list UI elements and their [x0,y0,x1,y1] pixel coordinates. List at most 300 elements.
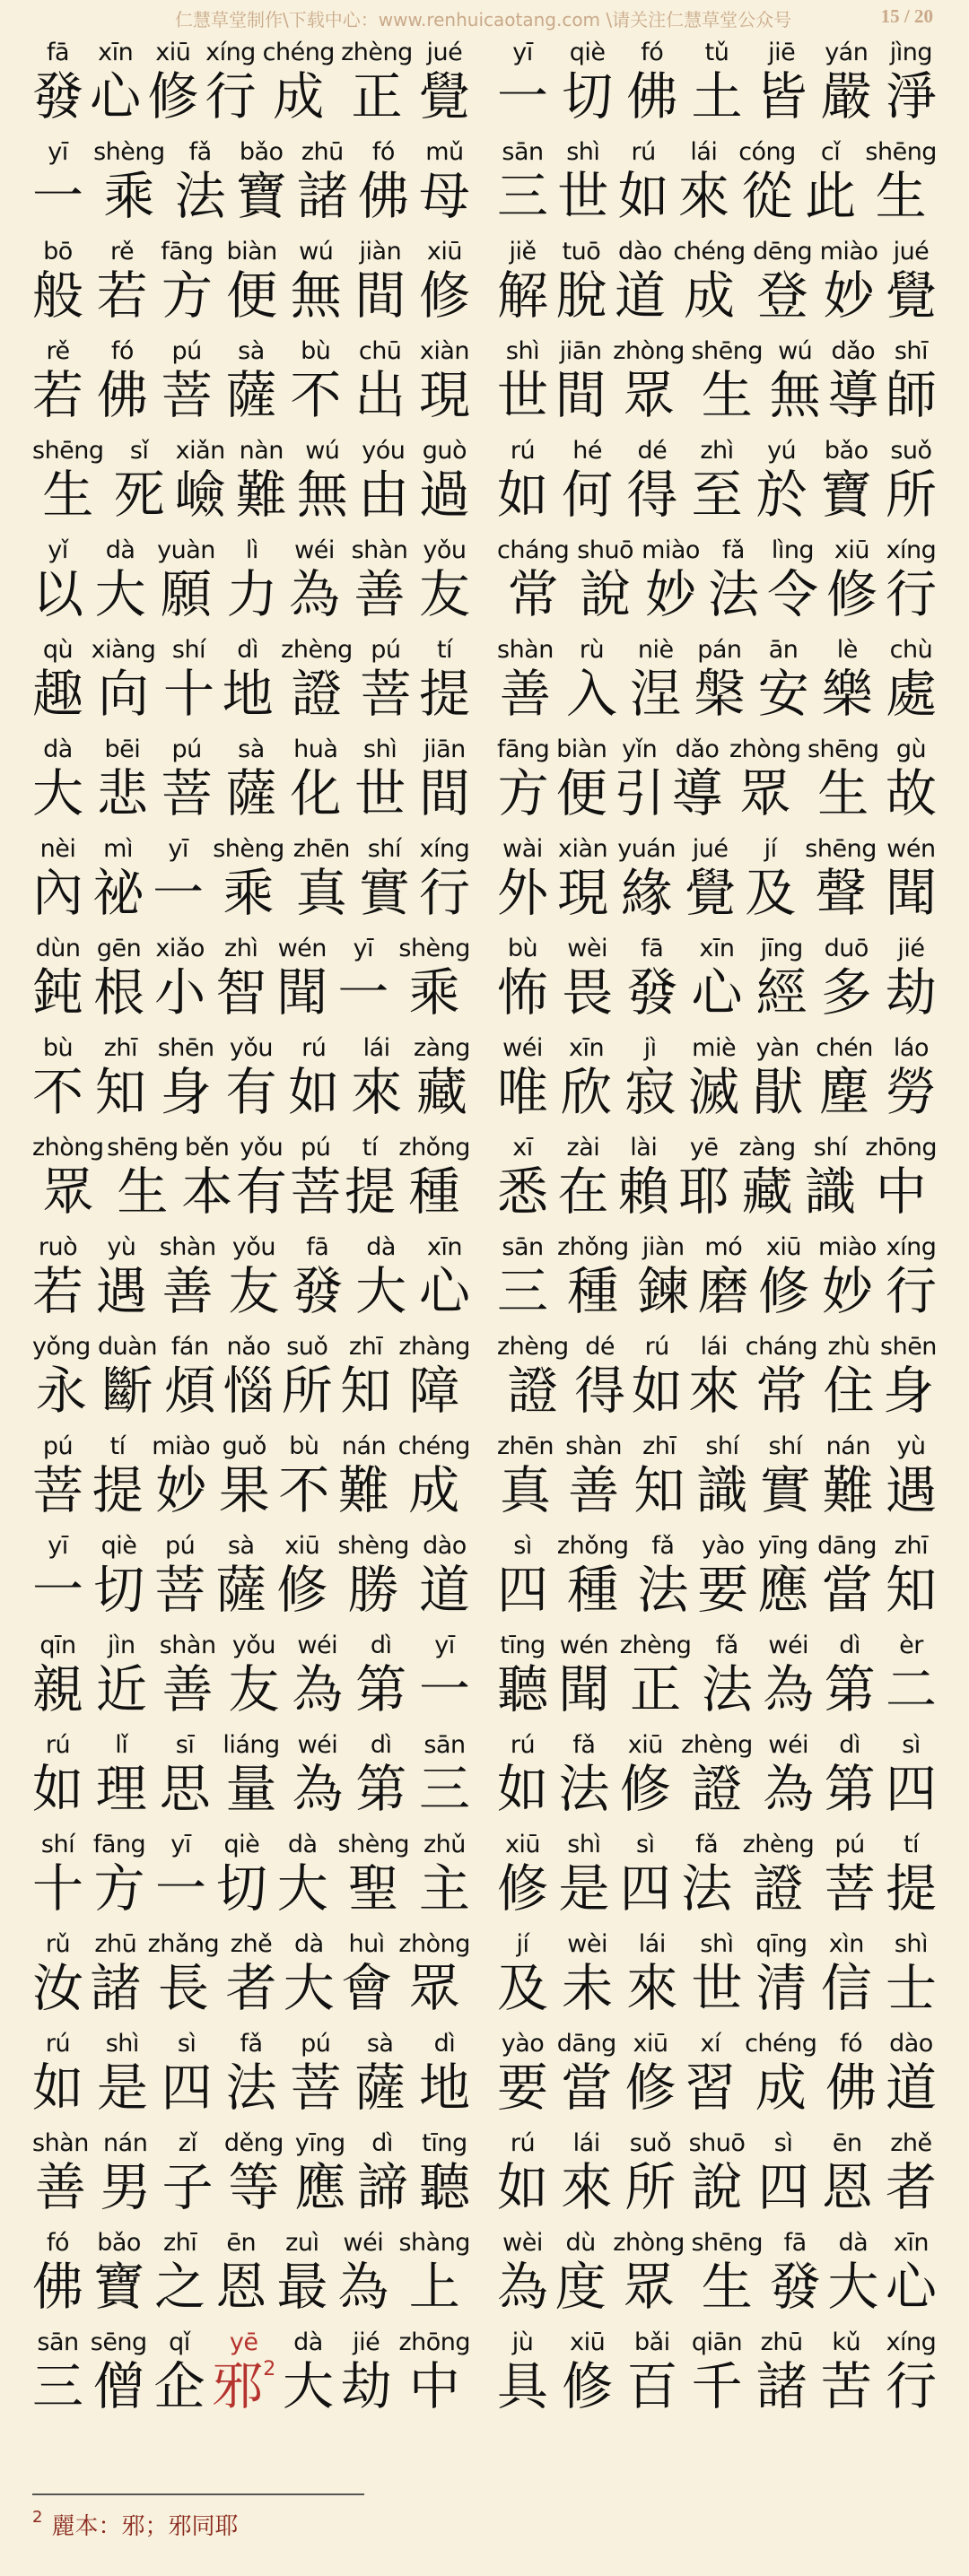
hanzi: 長 [157,1959,209,2018]
hanzi: 是 [96,2058,148,2118]
pinyin: sān [502,1233,544,1261]
character-cell [691,336,763,436]
character-cell [691,2328,742,2427]
verse-row [0,336,969,436]
hanzi: 安 [757,665,809,724]
hanzi: 祕 [92,864,144,923]
character-cell [212,2328,275,2427]
pinyin: shàn [565,1432,623,1460]
character-cell [497,1033,548,1133]
pinyin: fó [371,138,395,166]
character-cell [163,635,214,735]
pinyin: guò [422,437,467,465]
character-cell [345,1133,396,1232]
hanzi: 入 [566,665,618,724]
verse-row [0,1332,969,1432]
pinyin: sì [773,2129,793,2157]
hanzi: 難 [822,1461,874,1520]
character-cell [153,2328,205,2427]
pinyin: xiū [426,238,463,265]
character-cell [691,1929,742,2029]
verse-line-left [32,635,470,735]
character-cell [297,137,348,237]
hanzi: 悲 [96,764,148,823]
hanzi: 磨 [697,1262,749,1321]
hanzi: 何 [562,466,614,525]
pinyin: yǒu [231,1632,275,1659]
pinyin: rǔ [45,1930,71,1958]
hanzi: 如 [497,2158,548,2217]
character-cell [817,1531,877,1631]
pinyin: shì [105,2030,139,2058]
pinyin: shí [40,1831,75,1858]
character-cell [818,1232,877,1332]
character-cell [557,2029,616,2128]
hanzi: 妙 [155,1461,207,1520]
pinyin: dà [293,1930,324,1958]
verse-line-right [497,2228,937,2328]
verse-row [0,1133,969,1232]
hanzi: 如 [32,1760,83,1819]
verse-row [0,1730,969,1830]
pinyin: fāng [161,238,214,265]
character-cell [827,336,878,436]
hanzi: 十 [32,1859,83,1919]
hanzi: 涅 [630,665,682,724]
hanzi: 企 [153,2357,205,2416]
hanzi: 世 [497,366,548,425]
hanzi: 道 [885,2058,937,2118]
hanzi: 永 [35,1362,87,1421]
pinyin: dì [839,1632,860,1659]
verse-line-left [32,1929,470,2029]
character-cell [32,2128,89,2228]
hanzi: 願 [161,565,212,624]
pinyin: xíng [205,39,256,66]
character-cell [633,1432,685,1531]
pinyin: yǒu [229,1034,273,1062]
pinyin: tīng [500,1632,546,1659]
character-cell [293,834,350,934]
hanzi: 便 [226,266,278,326]
pinyin: jìng [889,39,933,66]
pinyin: duàn [98,1333,157,1361]
character-cell [292,1232,343,1332]
character-cell [276,2228,327,2328]
character-cell [225,1033,276,1133]
hanzi: 善 [568,1461,620,1520]
verse-row [0,1432,969,1531]
character-cell [685,2029,736,2128]
hanzi: 應 [757,1561,809,1620]
verse-line-left [32,1830,470,1929]
verse-row [0,1929,969,2029]
character-cell [278,1432,329,1531]
hanzi: 方 [497,764,549,823]
pinyin: dà [838,2229,869,2257]
hanzi: 便 [555,764,607,823]
hanzi: 佛 [357,167,409,226]
pinyin: pú [834,1831,865,1858]
hanzi: 方 [161,266,213,326]
footnote-mark: 2 [32,2508,43,2527]
character-cell [805,1133,856,1232]
character-cell [282,1332,333,1432]
pinyin: zhī [348,1333,383,1361]
pinyin: xìn [828,1930,864,1958]
character-cell [32,38,83,137]
character-cell [419,635,470,735]
hanzi: 一 [155,1859,206,1919]
pinyin: rú [301,1034,327,1062]
hanzi: 法 [225,2058,277,2118]
pinyin: shí [171,636,206,664]
character-cell [625,2029,677,2128]
hanzi: 得 [574,1362,626,1421]
hanzi: 為 [292,1760,344,1819]
pinyin: nàn [239,437,284,465]
character-cell [689,2128,746,2228]
character-cell [557,1133,608,1232]
pinyin: zhēn [292,835,350,863]
hanzi: 中 [875,1162,927,1222]
hanzi: 向 [97,665,149,724]
character-cell [419,1631,470,1730]
hanzi: 生 [701,2258,753,2317]
pinyin: wéi [502,1034,543,1062]
pinyin: fā [641,935,664,962]
pinyin: zhù [827,1333,870,1361]
pinyin: pú [301,1134,331,1162]
character-cell [114,436,165,535]
pinyin: dé [585,1333,615,1361]
verse-line-right [497,137,937,237]
hanzi: 男 [100,2158,152,2217]
character-cell [626,436,677,535]
pinyin: shēng [691,2229,764,2257]
hanzi: 死 [113,466,165,525]
hanzi: 無 [769,366,821,425]
hanzi: 來 [677,167,729,226]
pinyin: sì [513,1532,532,1560]
hanzi: 苦 [820,2357,872,2416]
character-cell [219,1432,270,1531]
hanzi: 切 [93,1561,145,1620]
character-cell [32,2328,83,2427]
character-cell [32,1929,83,2029]
pinyin: tuō [562,238,601,265]
character-cell [157,535,215,635]
character-cell [419,2128,470,2228]
hanzi: 心 [419,1262,470,1321]
pinyin: dà [43,735,73,763]
character-cell [497,2128,548,2228]
hanzi: 信 [820,1959,872,2018]
character-cell [886,1631,937,1730]
character-cell [497,735,549,834]
hanzi: 三 [419,1760,470,1819]
pinyin: yī [170,1831,191,1858]
hanzi: 身 [160,1063,212,1122]
character-cell [708,535,759,635]
hanzi: 行 [885,2357,937,2416]
character-cell [93,137,165,237]
character-cell [886,635,937,735]
page-number: 15 / 20 [880,5,933,27]
pinyin: tí [109,1432,126,1460]
hanzi: 當 [561,2058,613,2118]
pinyin: dào [889,2030,933,2058]
hanzi: 土 [691,67,743,126]
character-cell [291,237,342,336]
pinyin: qǐ [169,2328,190,2356]
hanzi: 千 [691,2357,743,2416]
pinyin: shēng [691,337,764,365]
character-cell [32,436,104,535]
hanzi: 所 [281,1362,333,1421]
pinyin: shàn [159,1233,216,1261]
pinyin: xíng [886,2328,937,2356]
hanzi: 種 [567,1561,619,1620]
hanzi: 一 [153,864,205,923]
character-cell [236,137,287,237]
footnote-ref[interactable]: 2 [263,2358,276,2380]
hanzi: 鍊 [637,1262,689,1321]
pinyin: xiū [504,1831,541,1858]
pinyin: duō [824,935,869,962]
character-cell [561,1033,612,1133]
character-cell [161,237,213,336]
pinyin: tǔ [704,39,729,66]
pinyin: xiàn [558,835,608,863]
pinyin: xīn [893,2229,929,2257]
pinyin: wéi [297,1731,338,1759]
pinyin: sān [502,138,544,166]
hanzi: 得 [626,466,678,525]
hanzi: 無 [296,466,348,525]
pinyin: miào [818,1233,877,1261]
character-cell [290,336,341,436]
character-cell [93,1830,145,1929]
character-cell [562,436,613,535]
hanzi: 四 [497,1561,548,1620]
character-cell [555,237,607,336]
character-cell [743,1830,815,1929]
character-cell [147,38,198,137]
character-cell [162,336,213,436]
hanzi: 習 [685,2058,737,2118]
hanzi: 畏 [562,963,614,1023]
pinyin: yī [512,39,533,66]
pinyin: shì [700,1930,734,1958]
verse-line-right [497,735,937,834]
character-cell [288,1033,339,1133]
hanzi: 妙 [823,266,875,326]
character-cell [825,2029,877,2128]
pinyin: suǒ [629,2129,671,2157]
hanzi: 知 [633,1461,685,1520]
pinyin: xiū [633,2030,668,2058]
hanzi: 覺 [885,266,937,326]
hanzi: 諸 [755,2357,808,2416]
verse-line-left [32,1332,470,1432]
pinyin: dì [839,1731,860,1759]
hanzi: 大 [32,764,83,823]
pinyin: shuō [577,536,634,564]
pinyin: shèng [398,935,470,962]
character-cell [822,2128,873,2228]
pinyin: nǎo [226,1333,271,1361]
pinyin: jù [511,2328,534,2356]
pinyin: dào [423,1532,467,1560]
character-cell [359,834,410,934]
hanzi: 脫 [555,266,607,326]
pinyin: miào [152,1432,211,1460]
hanzi: 在 [557,1162,609,1222]
pinyin: yī [48,1532,68,1560]
character-cell [688,1332,739,1432]
hanzi: 所 [885,466,937,525]
pinyin: xiū [834,536,869,564]
pinyin: tí [362,1134,378,1162]
pinyin: rú [45,2030,71,2058]
pinyin: yī [353,935,374,962]
pinyin: pú [42,1432,74,1460]
pinyin: yǒu [240,1134,284,1162]
character-cell [497,1830,548,1929]
character-cell [160,1730,211,1830]
hanzi: 所 [624,2158,677,2217]
hanzi: 覺 [418,67,470,126]
character-cell [566,635,617,735]
character-cell [95,535,146,635]
hanzi: 從 [741,167,793,226]
hanzi: 一 [32,167,83,226]
verse-line-right [497,1531,937,1631]
pinyin: zhèng [341,39,413,66]
character-cell [557,1531,629,1631]
pinyin: yù [896,1432,926,1460]
hanzi: 菩 [824,1859,876,1919]
verse-line-left [32,1033,470,1133]
pinyin: lái [638,1930,666,1958]
character-cell [358,436,409,535]
verse-line-right [497,1133,937,1232]
character-cell [497,1332,569,1432]
character-cell [865,1133,937,1232]
pinyin: zhì [224,935,258,962]
hanzi: 嶮 [174,466,226,525]
pinyin: jì [643,1034,657,1062]
hanzi: 勝 [347,1561,399,1620]
pinyin: yǒng [32,1333,91,1361]
pinyin: fǎ [572,1731,596,1759]
pinyin: pú [164,1532,196,1560]
pinyin: bǎo [824,437,869,465]
pinyin: chù [889,636,933,664]
hanzi: 菩 [161,764,213,823]
character-cell [620,1830,671,1929]
pinyin: lái [700,1333,728,1361]
character-cell [181,1133,232,1232]
hanzi: 菩 [290,1162,342,1222]
hanzi: 眾 [42,1162,94,1222]
character-cell [419,237,470,336]
character-cell [886,1232,937,1332]
hanzi: 發 [769,2258,821,2317]
character-cell [162,735,213,834]
hanzi: 地 [222,665,274,724]
character-cell [685,834,736,934]
character-cell [354,2029,406,2128]
verse-line-right [497,1232,937,1332]
hanzi: 實 [358,864,410,923]
hanzi: 聲 [815,864,867,923]
character-cell [698,1232,749,1332]
character-cell [93,934,144,1033]
hanzi: 提 [419,665,470,724]
hanzi: 一 [497,67,548,126]
pinyin: biàn [556,735,607,763]
character-cell [419,2029,470,2128]
pinyin: zhǒng [556,1532,629,1560]
pinyin: xiū [570,2328,606,2356]
hanzi: 者 [225,1959,277,2018]
hanzi: 欣 [561,1063,613,1122]
hanzi: 修 [497,1859,548,1919]
character-cell [398,1432,470,1531]
hanzi: 如 [32,2058,83,2118]
hanzi: 及 [745,864,797,923]
character-cell [355,1232,406,1332]
pinyin: zhū [301,138,344,166]
character-cell [98,1332,157,1432]
hanzi: 遇 [95,1262,147,1321]
character-cell [823,1432,874,1531]
character-cell [497,237,548,336]
hanzi: 佛 [825,2058,877,2118]
hanzi: 登 [756,266,808,326]
character-cell [626,934,677,1033]
pinyin: zhèng [281,636,353,664]
character-cell [756,934,808,1033]
hanzi: 障 [408,1362,460,1421]
hanzi: 及 [497,1959,548,2018]
pinyin: shèng [337,1532,409,1560]
hanzi: 寂 [624,1063,677,1122]
hanzi: 如 [288,1063,340,1122]
character-cell [497,535,569,635]
hanzi: 識 [805,1162,856,1222]
character-cell [160,1631,216,1730]
pinyin: qīn [39,1632,76,1659]
character-cell [284,1929,335,2029]
verse-line-right [497,535,937,635]
character-cell [337,1531,409,1631]
pinyin: shī [894,337,929,365]
character-cell [756,1929,808,2029]
character-cell [164,1332,215,1432]
character-cell [756,2328,808,2427]
pinyin: dì [370,1632,392,1659]
pinyin: sī [175,1731,195,1759]
verse-line-left [32,1631,470,1730]
character-cell [93,1531,144,1631]
hanzi: 賴 [617,1162,669,1222]
hanzi: 不 [290,366,342,425]
character-cell [152,1432,210,1531]
pinyin: zhōng [865,1134,937,1162]
